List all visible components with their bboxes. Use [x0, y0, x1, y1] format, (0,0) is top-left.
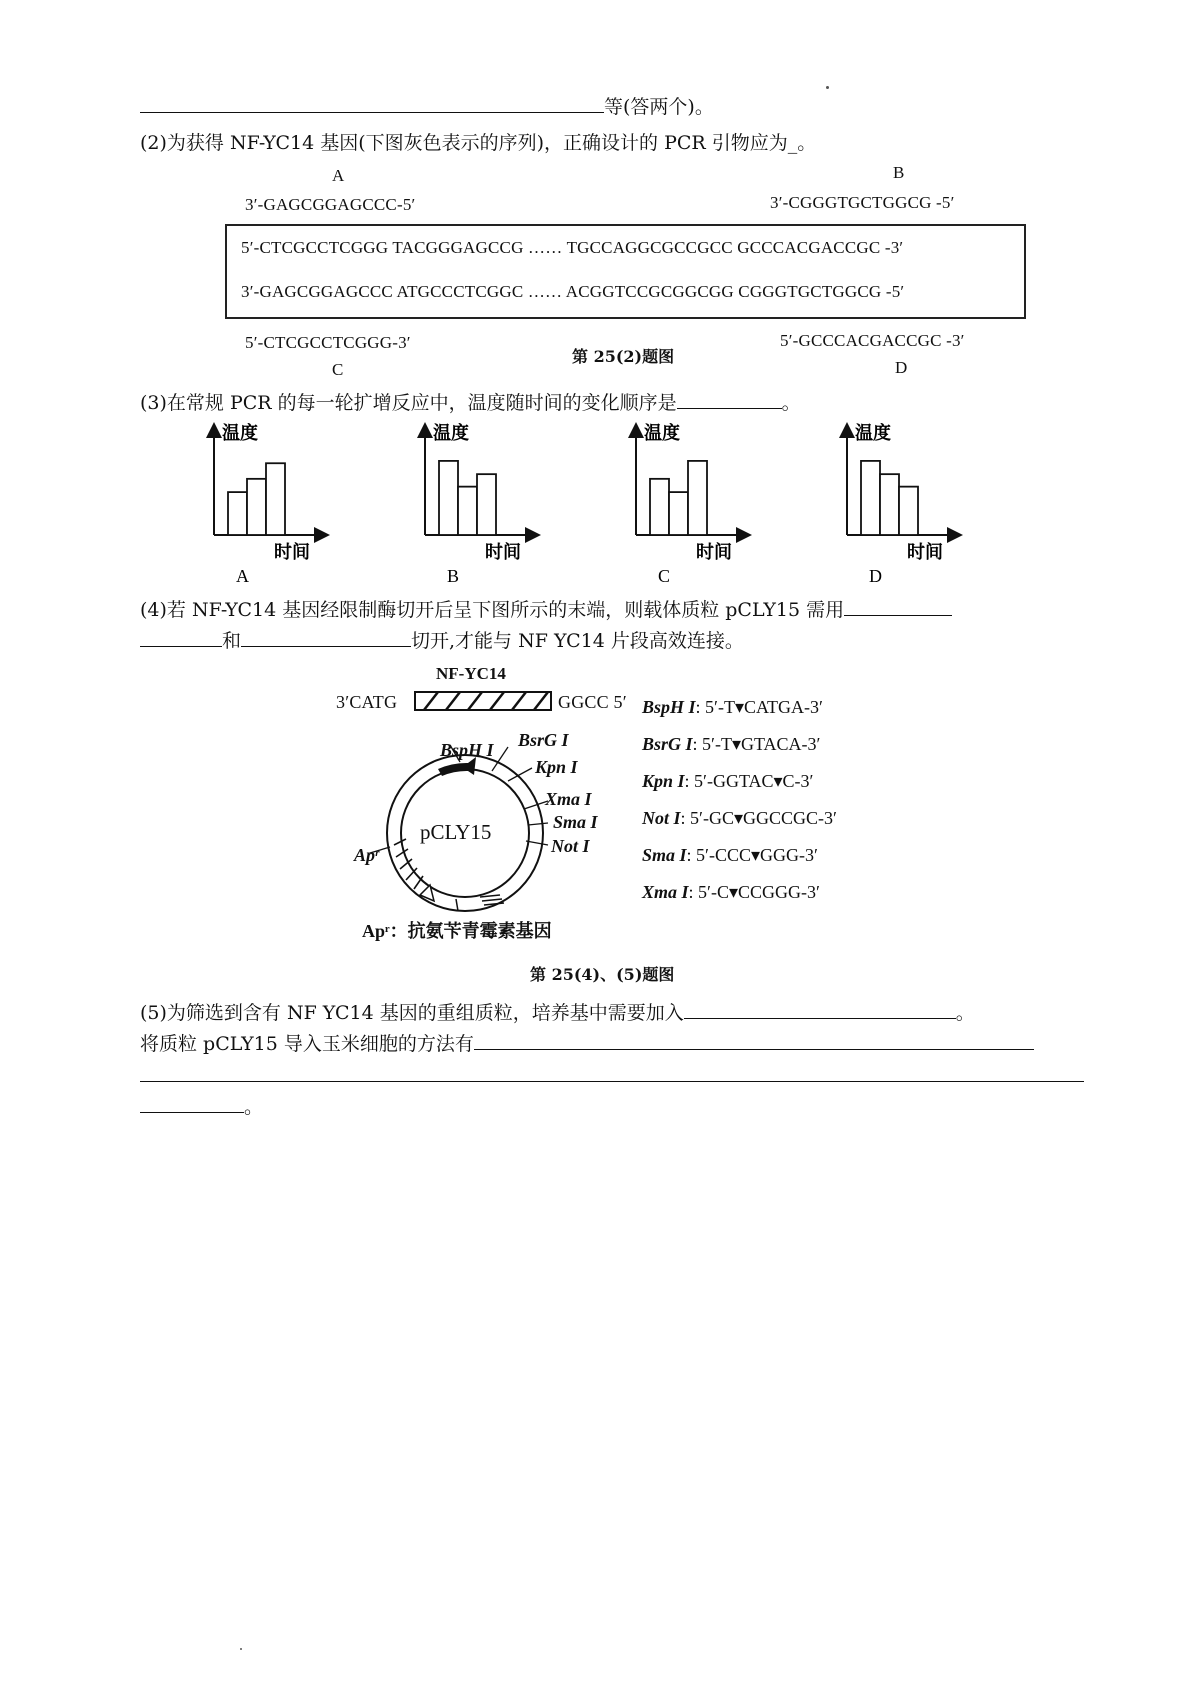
speck: [240, 1648, 242, 1650]
site-bsph1-label: BspH I: [440, 740, 494, 760]
figure-25-2-caption: 第 25(2)题图: [572, 347, 675, 366]
temperature-bar: [650, 479, 669, 535]
fragment-right-end: GGCC 5′: [558, 692, 627, 712]
y-axis-label: 温度: [222, 423, 258, 444]
question-3-text: (3)在常规 PCR 的每一轮扩增反应中，温度随时间的变化顺序是: [140, 392, 677, 414]
question-5-line4: [140, 1092, 263, 1121]
x-axis-label: 时间: [696, 542, 732, 563]
enzyme-bsrg1: BsrG I: 5′-T▾GTACA-3′: [642, 734, 821, 754]
question-3: [140, 388, 801, 417]
temperature-graph-c: [636, 422, 748, 586]
question-2: (2)为获得 NF-YC14 基因(下图灰色表示的序列)，正确设计的 PCR 引物应为_。: [140, 132, 817, 154]
enzyme-kpn1: Kpn I: 5′-GGTAC▾C-3′: [642, 771, 814, 791]
graph-option-label: A: [236, 566, 249, 586]
temperature-bar: [861, 461, 880, 535]
answer-blank[interactable]: [677, 388, 782, 409]
punct: 。: [244, 1096, 264, 1118]
temperature-bar: [669, 492, 688, 535]
plasmid-name: pCLY15: [420, 820, 492, 844]
temperature-bar: [247, 479, 266, 535]
question-5-line3: [140, 1061, 1084, 1090]
answer-blank[interactable]: [241, 626, 411, 647]
top-strand: 5′-CTCGCCTCGGG TACGGGAGCCG …… TGCCAGGCGCCGCC GCCCACGACCGC -3′: [241, 238, 904, 257]
answer-blank[interactable]: [140, 92, 604, 113]
question-5-line2: [140, 1029, 1034, 1058]
primer-c-label: C: [332, 360, 344, 379]
ap-marker-note: Apʳ：抗氨苄青霉素基因: [362, 921, 552, 941]
temperature-graph-a: [214, 422, 326, 586]
speck: [826, 86, 829, 89]
temperature-bar: [477, 474, 496, 535]
punct: 。: [781, 392, 801, 414]
temperature-graph-d: [847, 422, 959, 586]
question-4-end: 切开,才能与 NF YC14 片段高效连接。: [411, 630, 744, 652]
fragment-left-end: 3′CATG: [336, 692, 398, 712]
temperature-graph-b: [425, 422, 537, 586]
fragment-hatched-bar: [414, 690, 554, 714]
x-axis-label: 时间: [907, 542, 943, 563]
site-xma1-label: Xma I: [545, 789, 592, 809]
enzyme-sma1: Sma I: 5′-CCC▾GGG-3′: [642, 845, 818, 865]
primer-d-label: D: [895, 358, 908, 377]
enzyme-not1: Not I: 5′-GC▾GGCCGC-3′: [642, 808, 837, 828]
question-5-line1: [140, 998, 975, 1027]
line-suffix: 等(答两个)。: [604, 96, 714, 118]
temperature-graphs: [180, 420, 980, 590]
answer-blank[interactable]: [140, 1061, 1084, 1082]
primer-a-seq: 3′-GAGCGGAGCCC-5′: [245, 195, 416, 214]
enzyme-xma1: Xma I: 5′-C▾CCGGG-3′: [642, 882, 820, 902]
y-axis-label: 温度: [433, 423, 469, 444]
x-axis-label: 时间: [485, 542, 521, 563]
answer-blank[interactable]: [684, 998, 956, 1019]
answer-blank[interactable]: [140, 1092, 244, 1113]
dna-sequence-box: [225, 224, 1026, 319]
punct: 。: [955, 1002, 975, 1024]
site-not1-label: Not I: [551, 836, 590, 856]
temperature-bar: [899, 487, 918, 535]
primer-d-seq: 5′-GCCCACGACCGC -3′: [780, 331, 965, 350]
figure-25-45-caption: 第 25(4)、(5)题图: [530, 965, 675, 984]
graph-option-label: C: [658, 566, 671, 586]
temperature-bar: [688, 461, 707, 535]
question-4-line1: [140, 595, 952, 624]
enzyme-bsph1: BspH I: 5′-T▾CATGA-3′: [642, 697, 823, 717]
answer-blank[interactable]: [844, 595, 952, 616]
temperature-bar: [228, 492, 247, 535]
answer-blank[interactable]: [140, 626, 222, 647]
question-5-text: (5)为筛选到含有 NF YC14 基因的重组质粒，培养基中需要加入: [140, 1002, 684, 1024]
graph-option-label: D: [869, 566, 882, 586]
answer-line-top: [140, 92, 714, 121]
primer-a-label: A: [332, 166, 345, 185]
temperature-bar: [880, 474, 899, 535]
fragment-name: NF-YC14: [436, 664, 506, 683]
temperature-bar: [458, 487, 477, 535]
primer-b-seq: 3′-CGGGTGCTGGCG -5′: [770, 193, 955, 212]
question-4-line2: [140, 626, 744, 655]
primer-b-label: B: [893, 163, 905, 182]
x-axis-label: 时间: [274, 542, 310, 563]
temperature-bar: [266, 463, 285, 535]
temperature-bar: [439, 461, 458, 535]
site-kpn1-label: Kpn I: [535, 757, 578, 777]
answer-blank[interactable]: [474, 1029, 1034, 1050]
question-5-text-2: 将质粒 pCLY15 导入玉米细胞的方法有: [140, 1033, 474, 1055]
y-axis-label: 温度: [644, 423, 680, 444]
primer-c-seq: 5′-CTCGCCTCGGG-3′: [245, 333, 411, 352]
bottom-strand: 3′-GAGCGGAGCCC ATGCCCTCGGC …… ACGGTCCGCGGCGG CGGGTGCTGGCG -5′: [241, 282, 905, 301]
y-axis-label: 温度: [855, 423, 891, 444]
and-text: 和: [222, 630, 242, 652]
ap-marker-label: Apʳ: [354, 845, 379, 865]
question-4-text: (4)若 NF-YC14 基因经限制酶切开后呈下图所示的末端，则载体质粒 pCLY15 需用: [140, 599, 845, 621]
graph-option-label: B: [447, 566, 460, 586]
site-bsrg1-label: BsrG I: [518, 730, 569, 750]
site-sma1-label: Sma I: [553, 812, 598, 832]
